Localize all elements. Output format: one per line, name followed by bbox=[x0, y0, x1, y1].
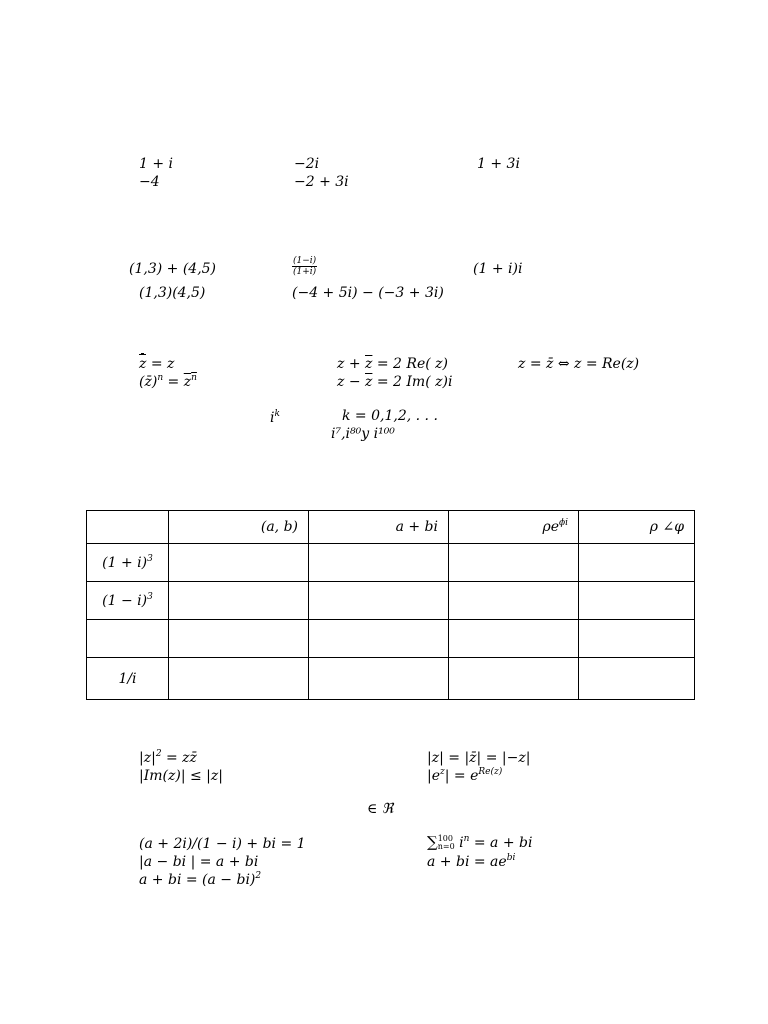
expr-equation-exp bbox=[427, 854, 515, 870]
expr-equation-3 bbox=[139, 872, 261, 888]
exp-mod-base: |e bbox=[427, 768, 441, 784]
expr-double-conjugate bbox=[139, 356, 174, 372]
expr-fraction bbox=[292, 256, 317, 277]
row-label: (1 + i) bbox=[102, 554, 148, 571]
table-cell bbox=[309, 544, 449, 582]
expr-z-minus-conjugate: $z - \overline{z} = 2$ Im( z)i bbox=[337, 374, 453, 390]
exp-mod-exp: z bbox=[440, 767, 445, 777]
expr-pair-sum: (1,3) + (4,5) bbox=[129, 261, 217, 277]
table-cell bbox=[169, 620, 309, 658]
table-cell bbox=[449, 582, 579, 620]
expr-conjugate-power: (z̄)$^n$ = $z^n$ bbox=[139, 373, 197, 390]
header-cell-pair: (a, b) bbox=[169, 511, 309, 544]
expr-1-plus-i: 1 + i bbox=[139, 156, 174, 172]
expr-k-values: k = 0,1,2, . . . bbox=[342, 408, 438, 424]
expr-equation-1: (a + 2i)/(1 − i) + bi = 1 bbox=[139, 836, 306, 852]
table-header-row bbox=[87, 511, 695, 544]
expr-modulus-squared bbox=[139, 750, 197, 766]
table-cell bbox=[169, 582, 309, 620]
expr-1-plus-3i: 1 + 3i bbox=[477, 156, 520, 172]
row-label-exp: 3 bbox=[147, 591, 153, 602]
table-cell bbox=[579, 658, 695, 700]
sum-body: i bbox=[459, 835, 464, 851]
sum-symbol: ∑ bbox=[427, 833, 438, 851]
table-cell bbox=[449, 658, 579, 700]
modulus-exp: 2 bbox=[155, 749, 162, 759]
modulus-rhs: = zz̄ bbox=[166, 750, 197, 766]
eq-exp-exp: bi bbox=[506, 853, 516, 863]
exp-mod-mid: | = e bbox=[444, 768, 479, 784]
row-label: 1/i bbox=[118, 670, 137, 687]
expr-z-plus-conjugate: $z + \overline{z} = 2$ Re( z) bbox=[337, 356, 448, 372]
header-cell-binomial: a + bi bbox=[309, 511, 449, 544]
row-label-exp: 3 bbox=[147, 553, 153, 564]
table-cell bbox=[309, 620, 449, 658]
sum-rhs: = a + bi bbox=[473, 835, 533, 851]
row-label-cell bbox=[87, 544, 169, 582]
diff-rhs: = 2 Im( z)i bbox=[376, 374, 453, 390]
row-label-cell bbox=[87, 658, 169, 700]
header-cell-exponential bbox=[449, 511, 579, 544]
sum-limits bbox=[438, 835, 455, 851]
eq3-base: a + bi = (a − bi) bbox=[139, 872, 256, 888]
ik-exp: k bbox=[274, 409, 280, 419]
row-label-cell bbox=[87, 620, 169, 658]
table-cell bbox=[579, 620, 695, 658]
double-conjugate-z: z bbox=[139, 356, 147, 372]
table-cell bbox=[169, 658, 309, 700]
expr-equation-2: |a − bi | = a + bi bbox=[139, 854, 259, 870]
expr-element-of-reals: ∈ ℜ bbox=[367, 801, 394, 817]
table-cell bbox=[309, 582, 449, 620]
expr-i-power-k bbox=[270, 410, 280, 426]
table-cell bbox=[309, 658, 449, 700]
expr-equivalence: z = z̄ ⇔ z = Re(z) bbox=[518, 356, 640, 372]
table-row bbox=[87, 544, 695, 582]
fraction-denominator: (1+i) bbox=[293, 267, 317, 277]
eq3-exp: 2 bbox=[255, 871, 262, 881]
sum-upper: 100 bbox=[437, 834, 453, 843]
conversion-table bbox=[86, 510, 695, 700]
expr-minus-4: −4 bbox=[139, 174, 160, 190]
exponential-exp: ϕi bbox=[558, 518, 568, 528]
expr-difference: (−4 + 5i) − (−3 + 3i) bbox=[292, 285, 444, 301]
modulus: |z| bbox=[139, 750, 156, 766]
conjugate-z: $\overline{z}$ bbox=[365, 356, 373, 372]
power-exp: n bbox=[191, 373, 197, 383]
table-cell bbox=[449, 620, 579, 658]
expr-1-plus-i-times-i: (1 + i)i bbox=[473, 261, 523, 277]
expr-im-inequality: |Im(z)| ≤ |z| bbox=[139, 768, 223, 784]
eq-exp-base: a + bi = ae bbox=[427, 854, 507, 870]
expr-modulus-equalities: |z| = |z̄| = |−z| bbox=[427, 750, 531, 766]
expr-pair-product: (1,3)(4,5) bbox=[139, 285, 206, 301]
table-cell bbox=[579, 544, 695, 582]
table-cell bbox=[449, 544, 579, 582]
ik-base: i bbox=[270, 410, 275, 426]
table-cell bbox=[579, 582, 695, 620]
conj-power-base: (z̄) bbox=[139, 374, 158, 390]
table-cell bbox=[169, 544, 309, 582]
table-row bbox=[87, 620, 695, 658]
header-cell-polar: ρ ∠φ bbox=[579, 511, 695, 544]
row-label-cell bbox=[87, 582, 169, 620]
sum-lower: n=0 bbox=[437, 842, 455, 851]
conj-power-exp: n bbox=[157, 373, 164, 383]
exponential-base: ρe bbox=[542, 519, 559, 535]
row-label: (1 − i) bbox=[102, 592, 148, 609]
expr-powers-list: i⁷,i⁸⁰y i¹⁰⁰ bbox=[331, 426, 395, 442]
expr-minus-2-plus-3i: −2 + 3i bbox=[294, 174, 349, 190]
fraction-numerator: (1−i) bbox=[293, 256, 317, 266]
table-row bbox=[87, 582, 695, 620]
conjugate-z-2: $\overline{z}$ bbox=[365, 374, 373, 390]
table-row bbox=[87, 658, 695, 700]
header-cell-empty bbox=[87, 511, 169, 544]
double-conjugate-rhs: = z bbox=[150, 356, 175, 372]
expr-summation bbox=[427, 834, 532, 851]
exp-mod-exp2: Re(z) bbox=[478, 767, 503, 777]
power-conjugate bbox=[184, 374, 197, 390]
expr-exp-modulus bbox=[427, 768, 502, 784]
sum-exp: n bbox=[463, 834, 470, 844]
sum-rhs: = 2 Re( z) bbox=[376, 356, 448, 372]
power-base: z bbox=[183, 374, 192, 390]
expr-minus-2i: −2i bbox=[294, 156, 320, 172]
